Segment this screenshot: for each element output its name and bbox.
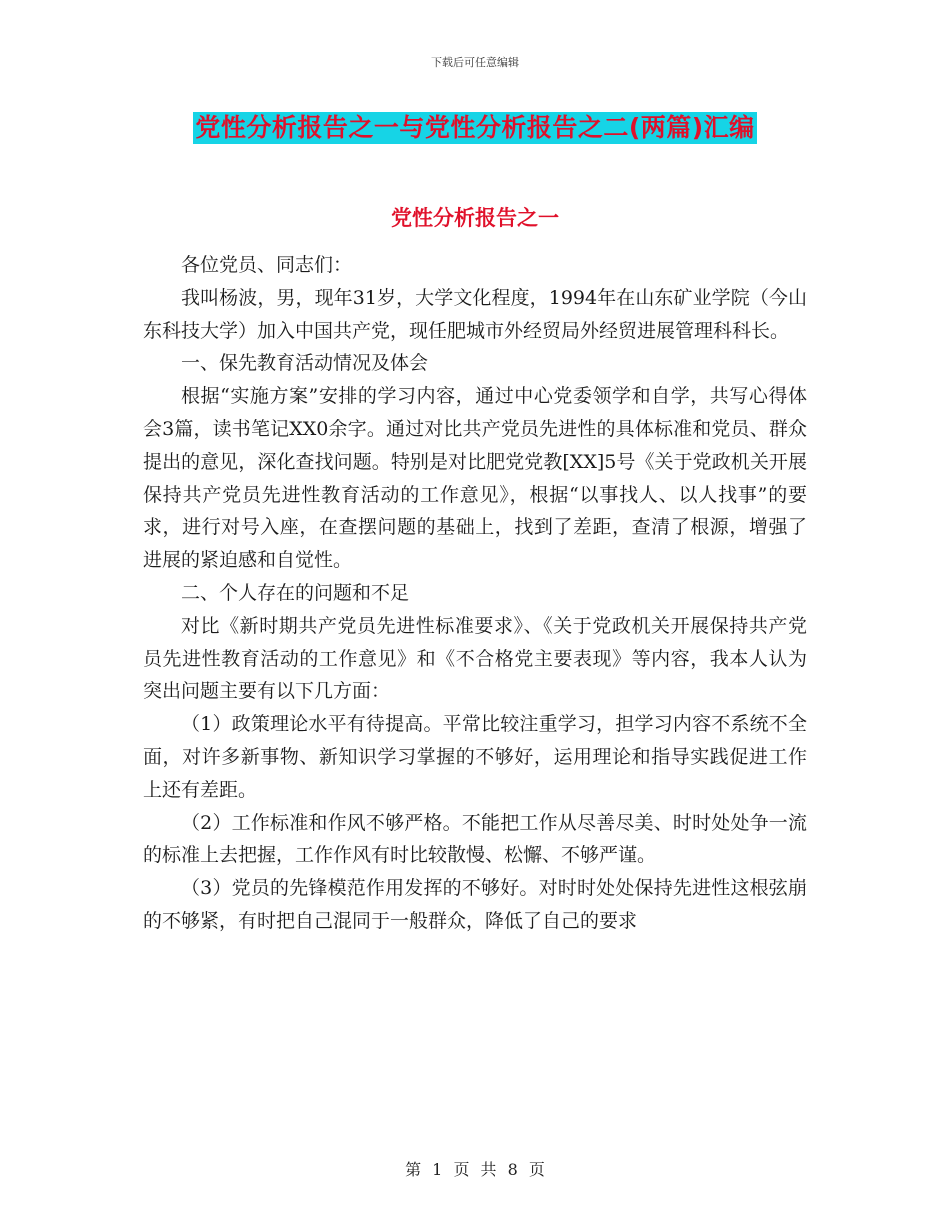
document-title-wrapper — [0, 112, 950, 144]
paragraph-comparison: 对比《新时期共产党员先进性标准要求》、《关于党政机关开展保持共产党员先进性教育活动的工作意见》和《不合格党主要表现》等内容，我本人认为突出问题主要有以下几方面： — [143, 614, 807, 703]
header-note: 下载后可任意编辑 — [431, 56, 519, 69]
paragraph-study: 根据“实施方案”安排的学习内容，通过中心党委领学和自学，共写心得体会3篇，读书笔记XX0余字。通过对比共产党员先进性的具体标准和党员、群众提出的意见，深化查找问题。特别是对比肥党党教[XX]5号《关于党政机关开展保持共产党员先进性教育活动的工作意见》，根据“以事找人、以人找事”的要求，进行对号入座，在查摆问题的基础上，找到了差距，查清了根源，增强了进展的紧迫感和自觉性。 — [143, 385, 807, 572]
section-title: 党性分析报告之一 — [391, 206, 559, 230]
paragraph-introduction: 我叫杨波，男，现年31岁，大学文化程度，1994年在山东矿业学院（今山东科技大学）加入中国共产党，现任肥城市外经贸局外经贸进展管理科科长。 — [143, 286, 807, 342]
section-heading-1: 一、保先教育活动情况及体会 — [181, 352, 429, 375]
list-item-1: （1）政策理论水平有待提高。平常比较注重学习，担学习内容不系统不全面，对许多新事物、新知识学习掌握的不够好，运用理论和指导实践促进工作上还有差距。 — [143, 713, 807, 801]
page-footer: 第 1 页 共 8 页 — [405, 1160, 545, 1179]
paragraph-greeting: 各位党员、同志们： — [181, 254, 353, 276]
section-heading-2: 二、个人存在的问题和不足 — [181, 581, 410, 604]
document-title: 党性分析报告之一与党性分析报告之二(两篇)汇编 — [195, 113, 755, 142]
list-item-3: （3）党员的先锋模范作用发挥的不够好。对时时处处保持先进性这根弦崩的不够紧，有时把自己混同于一般群众，降低了自己的要求 — [143, 877, 807, 932]
document-body — [143, 249, 807, 938]
list-item-2: （2）工作标准和作风不够严格。不能把工作从尽善尽美、时时处处争一流的标准上去把握，工作作风有时比较散慢、松懈、不够严谨。 — [143, 811, 807, 867]
